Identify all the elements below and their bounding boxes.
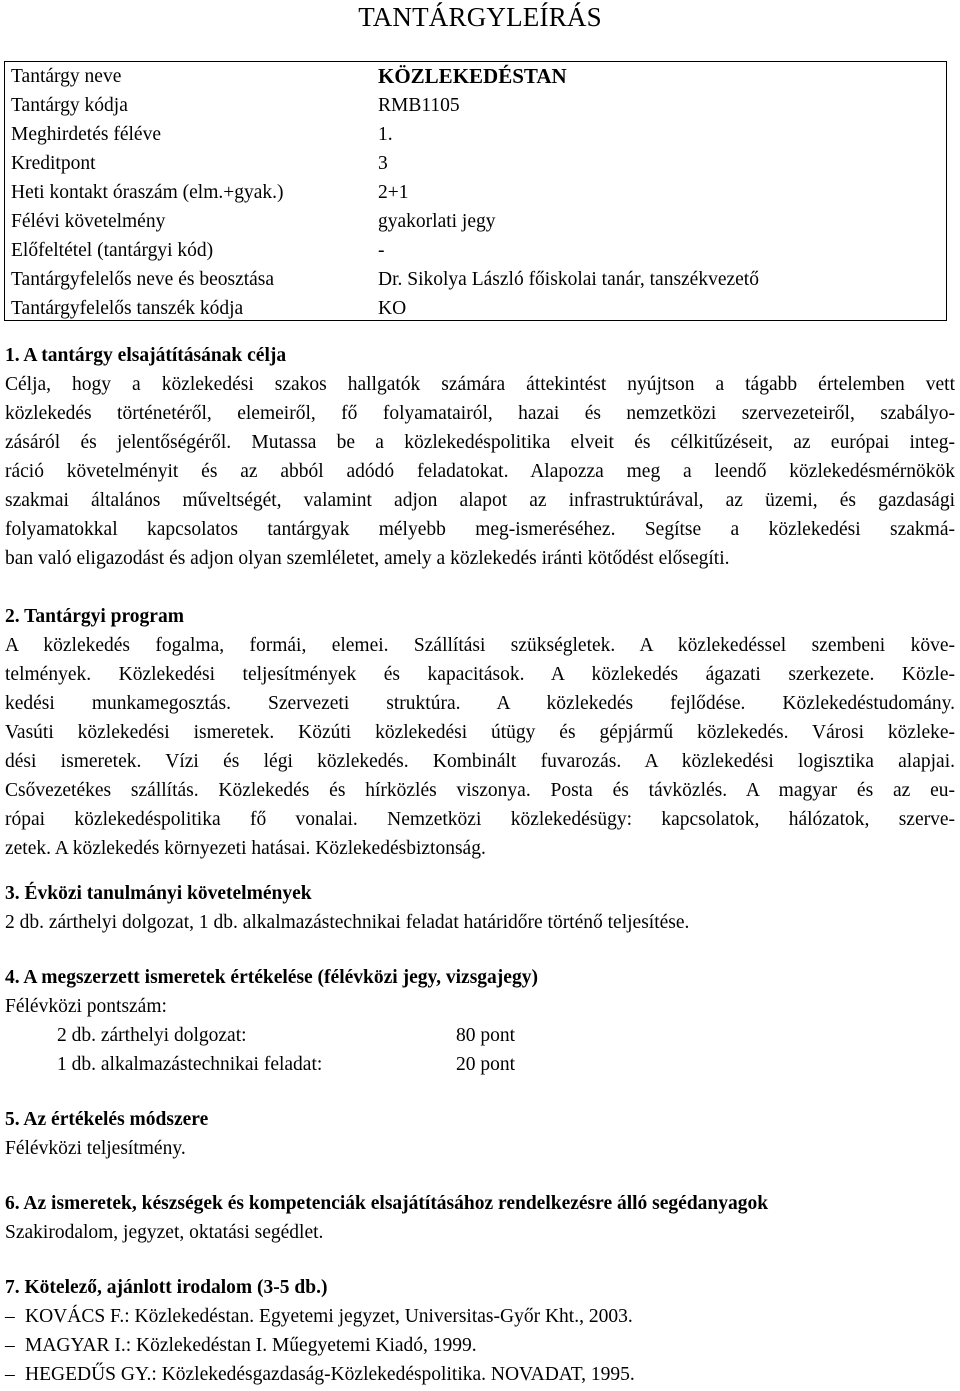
section-6: [5, 1189, 955, 1247]
score-points: [456, 1021, 515, 1050]
info-value: KO: [378, 298, 407, 319]
section-7: [5, 1273, 955, 1389]
section-heading: 4. A megszerzett ismeretek értékelése (félévközi jegy, vizsgajegy): [5, 967, 538, 988]
reference-item: [5, 1302, 955, 1331]
paragraph-line: ráció követelményit és az abból adódó feladatokat. Alapozza meg a leendő közlekedésmérnökök: [5, 461, 955, 482]
score-label: 2 db. zárthelyi dolgozat:: [57, 1025, 247, 1046]
info-label: Tantárgyfelelős tanszék kódja: [11, 298, 244, 319]
score-item: [57, 1050, 322, 1079]
section-paragraph: [5, 631, 955, 863]
score-points: [456, 1050, 515, 1079]
section-heading: 1. A tantárgy elsajátításának célja: [5, 345, 287, 366]
info-value: 3: [378, 153, 388, 174]
reference-item: [5, 1331, 955, 1360]
info-label: Előfeltétel (tantárgyi kód): [11, 240, 214, 261]
section-heading: 5. Az értékelés módszere: [5, 1109, 209, 1130]
paragraph-line: Célja, hogy a közlekedési szakos hallgatók számára áttekintést nyújtson a tágabb értelemben vett: [5, 374, 955, 395]
score-label: 1 db. alkalmazástechnikai feladat:: [57, 1054, 323, 1075]
info-label: Heti kontakt óraszám (elm.+gyak.): [11, 182, 284, 203]
paragraph-line: Vasúti közlekedési ismeretek. Közúti közlekedési útügy és gépjármű közlekedés. Városi közleke-: [5, 722, 955, 743]
paragraph-line: A közlekedés fogalma, formái, elemei. Szállítási szükségletek. A közlekedéssel szembeni köve-: [5, 635, 955, 656]
paragraph-line: ban való eligazodást és adjon olyan szemléletet, amely a közlekedés iránti kötődést elősegíti.: [5, 548, 730, 569]
section-heading: 7. Kötelező, ajánlott irodalom (3-5 db.): [5, 1277, 328, 1298]
section-3: [5, 879, 955, 937]
section-text: Szakirodalom, jegyzet, oktatási segédlet.: [5, 1222, 324, 1243]
paragraph-line: közlekedés történetéről, elemeiről, fő folyamatairól, hazai és nemzetközi szervezeteiről, szabályo-: [5, 403, 955, 424]
dash-bullet: –: [5, 1364, 15, 1385]
info-value: Dr. Sikolya László főiskolai tanár, tanszékvezető: [378, 269, 759, 290]
info-value: RMB1105: [378, 95, 460, 116]
info-value: 2+1: [378, 182, 409, 203]
info-label: Félévi követelmény: [11, 211, 166, 232]
info-label: Tantárgy neve: [11, 66, 122, 87]
score-value: 80 pont: [456, 1025, 516, 1046]
reference-text: KOVÁCS F.: Közlekedéstan. Egyetemi jegyzet, Universitas-Győr Kht., 2003.: [25, 1306, 633, 1327]
info-label: Kreditpont: [11, 153, 96, 174]
score-item: [57, 1021, 247, 1050]
paragraph-line: zásáról és jelentőségéről. Mutassa be a közlekedéspolitika elveit és célkitűzéseit, az európai integ-: [5, 432, 955, 453]
course-info-table: [4, 61, 947, 321]
paragraph-line: rópai közlekedéspolitika fő vonalai. Nemzetközi közlekedésügy: kapcsolatok, hálózatok, szerve-: [5, 809, 955, 830]
section-heading: 6. Az ismeretek, készségek és kompetenciák elsajátításához rendelkezésre álló segédanyagok: [5, 1193, 769, 1214]
paragraph-line: szakmai általános műveltségét, valamint adjon alapot az infrastruktúrával, az üzemi, és gazdasági: [5, 490, 955, 511]
paragraph-line: telmények. Közlekedési teljesítmények és kapacitások. A közlekedés ágazati szerkezete. Közle-: [5, 664, 955, 685]
reference-text: MAGYAR I.: Közlekedéstan I. Műegyetemi Kiadó, 1999.: [25, 1335, 477, 1356]
info-label: Meghirdetés féléve: [11, 124, 161, 145]
dash-bullet: –: [5, 1306, 15, 1327]
section-heading: 2. Tantárgyi program: [5, 606, 184, 627]
section-heading: 3. Évközi tanulmányi követelmények: [5, 883, 312, 904]
paragraph-line: kedési munkamegosztás. Szervezeti struktúra. A közlekedés fejlődése. Közlekedéstudomány.: [5, 693, 955, 714]
reference-text: HEGEDŰS GY.: Közlekedésgazdaság-Közlekedéspolitika. NOVADAT, 1995.: [25, 1364, 635, 1385]
section-text: Félévközi pontszám:: [5, 996, 167, 1017]
paragraph-line: zetek. A közlekedés környezeti hatásai. Közlekedésbiztonság.: [5, 838, 486, 859]
section-4: [5, 963, 955, 1021]
info-value: -: [378, 240, 385, 261]
paragraph-line: dési ismeretek. Vízi és légi közlekedés. Kombinált fuvarozás. A közlekedési logisztika alapjai.: [5, 751, 955, 772]
paragraph-line: Csővezetékes szállítás. Közlekedés és hírközlés viszonya. Posta és távközlés. A magyar és az eu-: [5, 780, 955, 801]
info-label: Tantárgyfelelős neve és beosztása: [11, 269, 275, 290]
info-value: 1.: [378, 124, 393, 145]
section-paragraph: [5, 370, 955, 573]
paragraph-line: folyamatokkal kapcsolatos tantárgyak mélyebb meg-ismeréséhez. Segítse a közlekedési szakmá-: [5, 519, 955, 540]
section-2: [5, 602, 955, 863]
info-value: gyakorlati jegy: [378, 211, 496, 232]
info-label: Tantárgy kódja: [11, 95, 128, 116]
score-value: 20 pont: [456, 1054, 516, 1075]
section-text: 2 db. zárthelyi dolgozat, 1 db. alkalmazástechnikai feladat határidőre történő teljesítése.: [5, 912, 690, 933]
info-value: KÖZLEKEDÉSTAN: [378, 64, 567, 88]
document-title: TANTÁRGYLEÍRÁS: [358, 2, 602, 32]
section-text: Félévközi teljesítmény.: [5, 1138, 186, 1159]
dash-bullet: –: [5, 1335, 15, 1356]
reference-item: [5, 1360, 955, 1389]
section-5: [5, 1105, 955, 1163]
section-1: [5, 341, 955, 573]
